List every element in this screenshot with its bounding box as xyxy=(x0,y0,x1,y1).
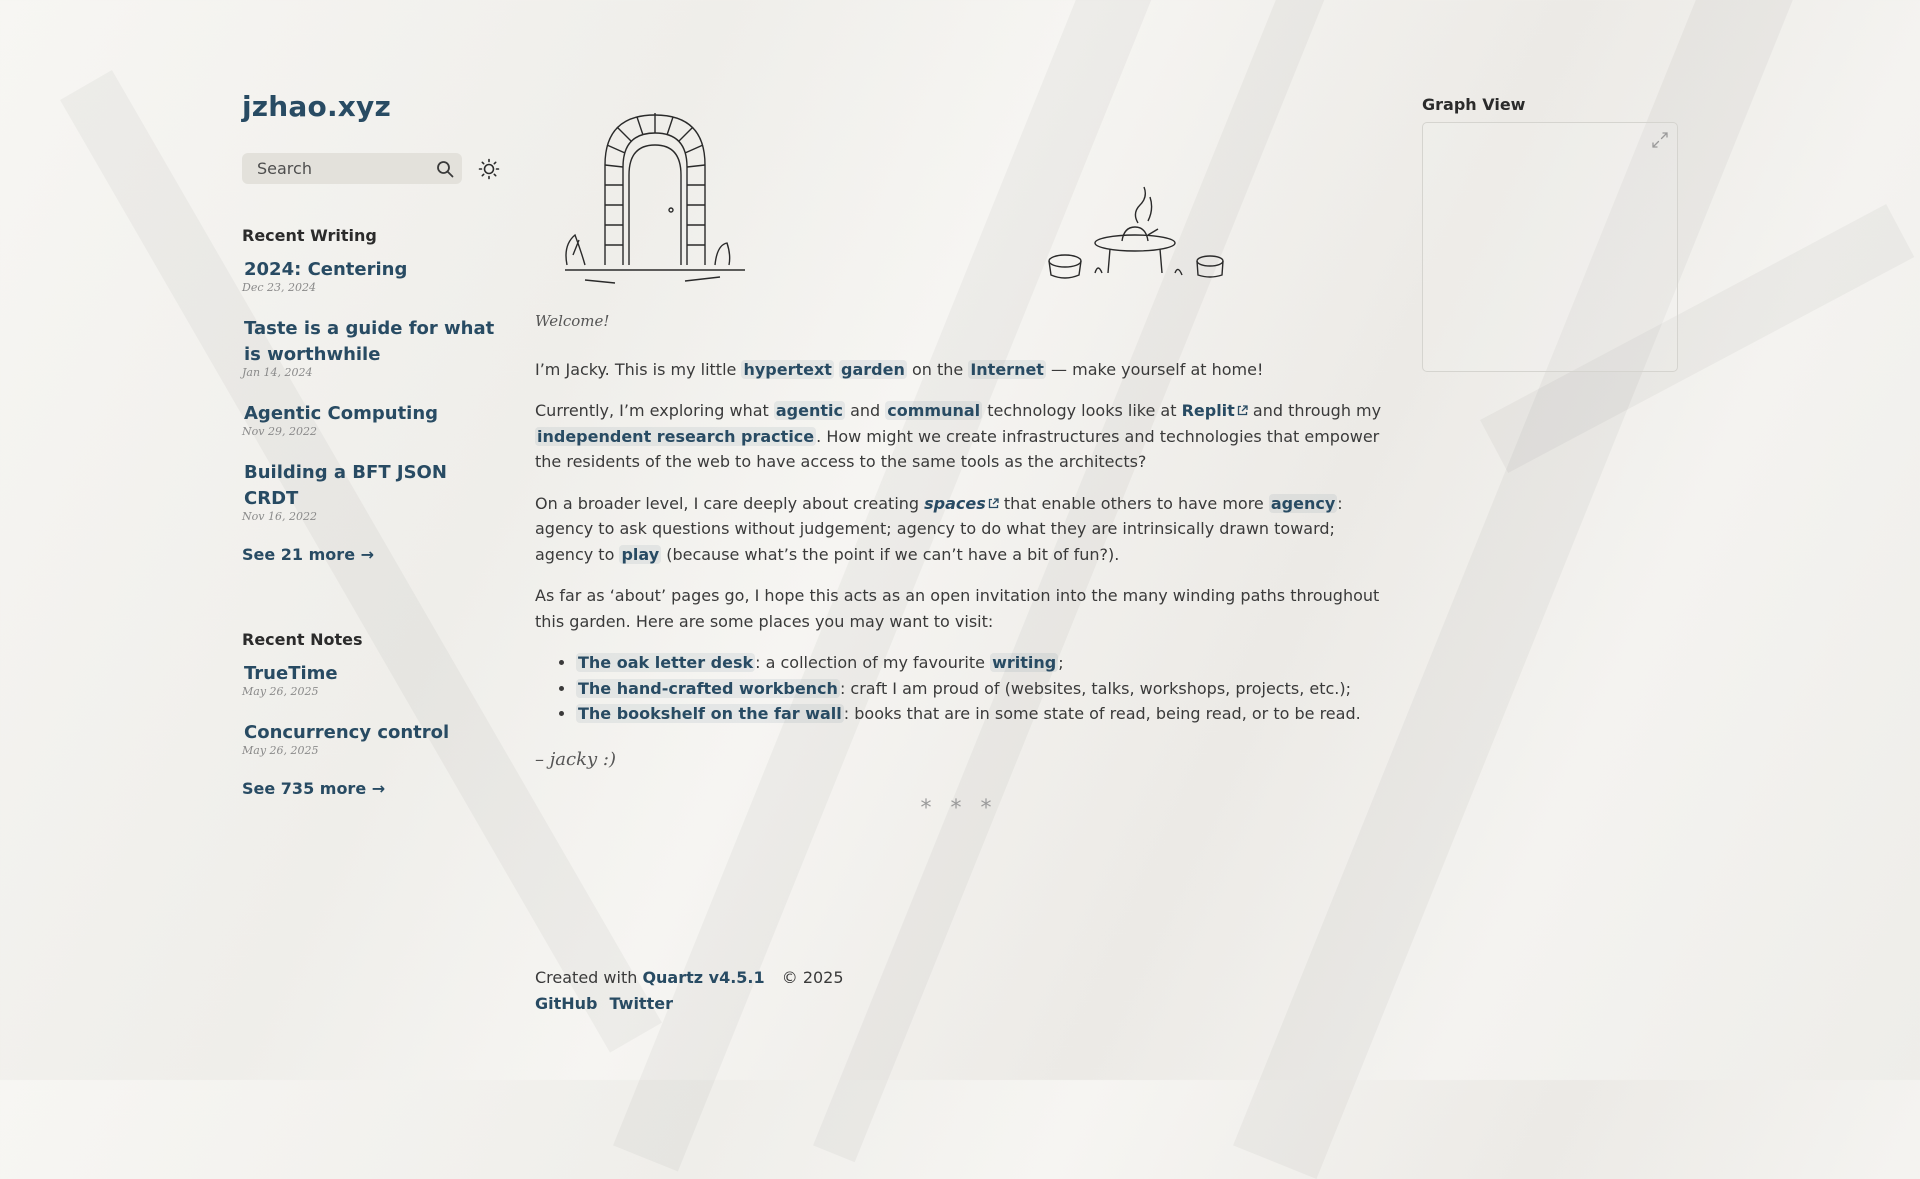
footer-links xyxy=(535,991,844,1017)
agency-link[interactable]: agency xyxy=(1270,493,1336,513)
post-date: Nov 29, 2022 xyxy=(242,425,317,438)
text: ; xyxy=(1058,653,1064,672)
writing-link[interactable]: writing xyxy=(992,653,1057,672)
agentic-link[interactable]: agentic xyxy=(775,401,843,420)
post-date: Nov 16, 2022 xyxy=(242,510,317,523)
graph-view-title: Graph View xyxy=(1422,95,1526,114)
independent-research-link[interactable]: independent research practice xyxy=(537,426,815,446)
spaces-link-label: spaces xyxy=(924,493,986,513)
note-link[interactable]: Concurrency control xyxy=(244,722,450,743)
tea-table-illustration xyxy=(1040,183,1230,283)
post-date: Jan 14, 2024 xyxy=(242,366,313,379)
list-item xyxy=(242,316,504,379)
text: Created with xyxy=(535,968,643,987)
footer xyxy=(535,965,844,1017)
footer-credit xyxy=(535,965,844,991)
text: : craft I am proud of (websites, talks, workshops, projects, etc.); xyxy=(839,678,1351,698)
replit-link[interactable] xyxy=(1182,401,1248,420)
welcome-note: Welcome! xyxy=(535,312,610,330)
sun-icon[interactable] xyxy=(478,158,500,180)
search-placeholder: Search xyxy=(257,159,312,178)
quartz-link[interactable]: Quartz v4.5.1 xyxy=(642,968,765,987)
github-link[interactable]: GitHub xyxy=(535,994,598,1013)
places-list xyxy=(535,650,1383,727)
communal-link[interactable]: communal xyxy=(887,401,981,420)
text: : agency to ask questions without judgement; agency to do what they are intrinsically drawn toward; agency to xyxy=(535,493,1343,564)
post-link[interactable]: 2024: Centering xyxy=(244,259,408,280)
see-more-writing-link[interactable]: See 21 more → xyxy=(242,545,375,564)
text: : books that are in some state of read, being read, or to be read. xyxy=(843,704,1361,723)
section-divider: * * * xyxy=(920,796,998,821)
main-content xyxy=(535,105,1383,822)
list-item xyxy=(242,401,504,438)
list-item xyxy=(576,650,1383,676)
play-link[interactable]: play xyxy=(621,544,660,564)
list-item xyxy=(242,720,504,757)
post-link[interactable]: Agentic Computing xyxy=(244,403,439,424)
text: technology looks like at xyxy=(982,401,1182,420)
text: — make yourself at home! xyxy=(1045,359,1264,379)
note-date: May 26, 2025 xyxy=(242,744,319,757)
recent-writing xyxy=(242,226,504,564)
internet-link[interactable]: Internet xyxy=(970,359,1044,379)
hypertext-link[interactable]: hypertext xyxy=(743,359,832,379)
list-item xyxy=(576,701,1383,727)
hero-illustration xyxy=(535,105,1383,295)
garden-link[interactable]: garden xyxy=(841,359,905,379)
twitter-link[interactable]: Twitter xyxy=(609,994,673,1013)
note-link[interactable]: TrueTime xyxy=(244,663,338,684)
text: and xyxy=(844,401,886,420)
workbench-link[interactable]: The hand-crafted workbench xyxy=(578,678,838,698)
list-item xyxy=(242,257,504,294)
search-icon[interactable] xyxy=(436,160,454,178)
text: on the xyxy=(906,359,969,379)
site-title[interactable]: jzhao.xyz xyxy=(242,90,392,123)
external-link-icon xyxy=(988,498,999,509)
note-date: May 26, 2025 xyxy=(242,685,319,698)
right-sidebar xyxy=(1422,95,1678,372)
intro-paragraph xyxy=(535,357,1383,383)
recent-writing-title: Recent Writing xyxy=(242,226,377,245)
signature: – jacky :) xyxy=(535,748,616,770)
post-link[interactable]: Building a BFT JSON CRDT xyxy=(244,462,447,509)
recent-notes-title: Recent Notes xyxy=(242,630,363,649)
arch-door-illustration xyxy=(545,105,765,295)
text: © 2025 xyxy=(776,968,844,987)
about-paragraph: As far as ‘about’ pages go, I hope this acts as an open invitation into the many winding paths throughout this garden. Here are some places you may want to visit: xyxy=(535,586,1380,631)
bookshelf-link[interactable]: The bookshelf on the far wall xyxy=(578,704,842,723)
left-sidebar xyxy=(242,90,504,798)
graph-view[interactable] xyxy=(1422,122,1678,372)
post-date: Dec 23, 2024 xyxy=(242,281,316,294)
current-work-paragraph xyxy=(535,398,1383,475)
list-item xyxy=(242,661,504,698)
text: : a collection of my favourite xyxy=(755,653,991,672)
text: (because what’s the point if we can’t have a bit of fun?). xyxy=(661,544,1120,564)
text: and through my xyxy=(1247,401,1382,420)
spaces-link[interactable] xyxy=(924,494,999,513)
expand-icon[interactable] xyxy=(1651,131,1669,149)
text: Currently, I’m exploring what xyxy=(535,401,774,420)
recent-notes xyxy=(242,630,504,798)
search-input[interactable] xyxy=(242,153,462,184)
text: I’m Jacky. This is my little xyxy=(535,359,742,379)
values-paragraph xyxy=(535,491,1383,568)
text: that enable others to have more xyxy=(998,493,1269,513)
list-item xyxy=(242,460,504,523)
search-row xyxy=(242,153,504,184)
replit-link-label: Replit xyxy=(1181,401,1235,420)
see-more-notes-link[interactable]: See 735 more → xyxy=(242,779,386,798)
post-link[interactable]: Taste is a guide for what is worthwhile xyxy=(244,318,495,365)
text: . How might we create infrastructures and technologies that empower the residents of the web to have access to the same tools as the architects? xyxy=(535,426,1380,471)
list-item xyxy=(576,676,1383,702)
external-link-icon xyxy=(1237,405,1248,416)
oak-letter-desk-link[interactable]: The oak letter desk xyxy=(578,653,754,672)
text: On a broader level, I care deeply about creating xyxy=(535,493,925,513)
